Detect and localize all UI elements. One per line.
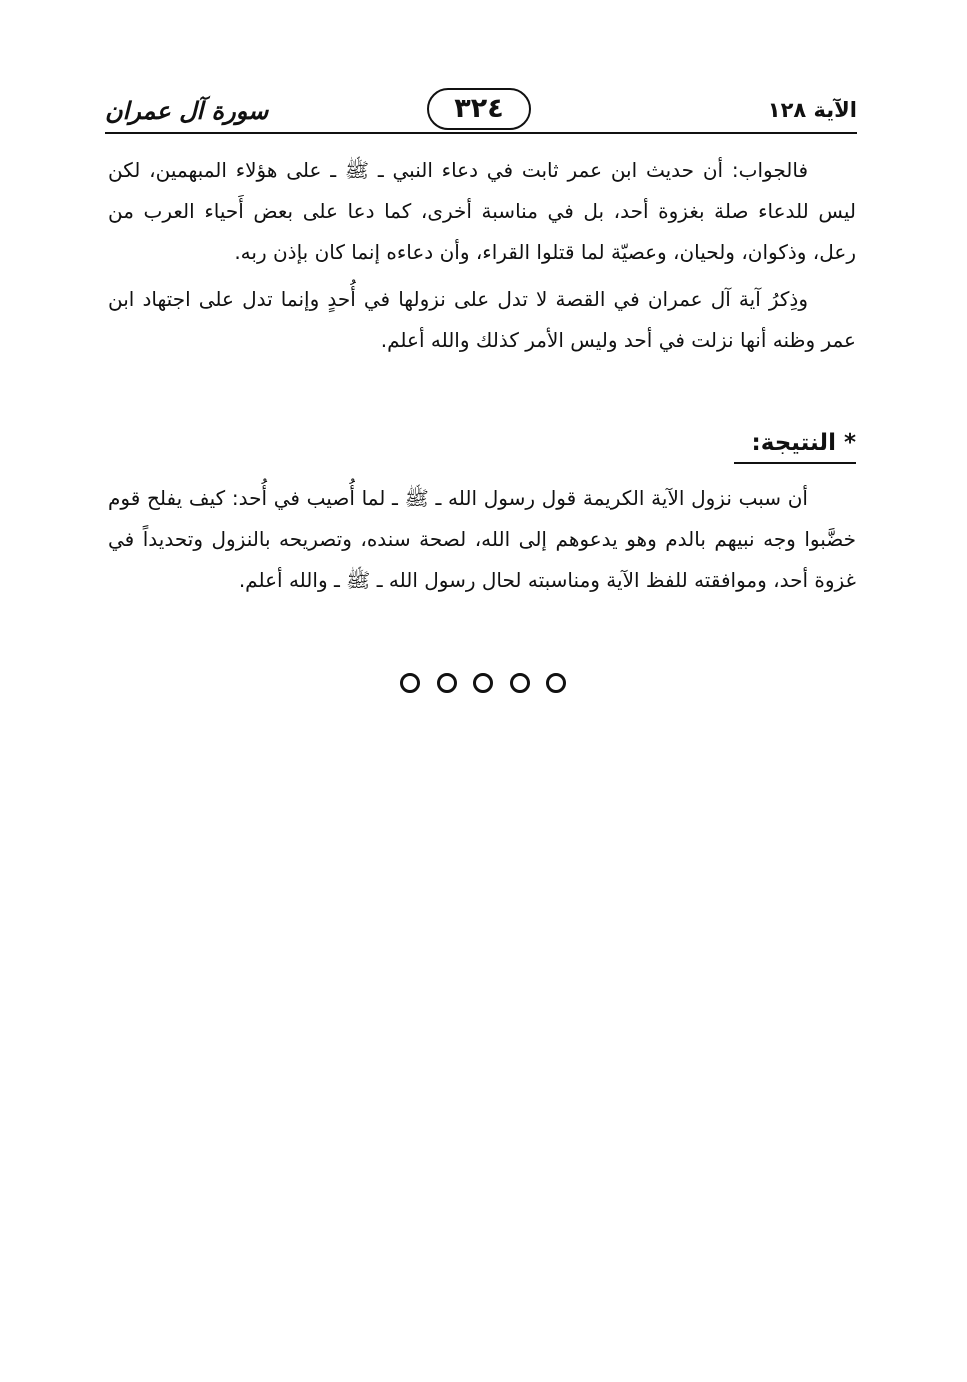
ornament-circle (437, 673, 457, 693)
answer-paragraph: فالجواب: أن حديث ابن عمر ثابت في دعاء النبي ـ ﷺ ـ على هؤلاء المبهمين، لكن ليس للدعاء صلة بغزوة أحد، بل في مناسبة أخرى، كما دعا على بعض أَحياء العرب من رعل، وذكوان، ولحيان، وعصيّة لما قتلوا القراء، وأن دعاءه إنما كان بإذن ربه. (108, 158, 856, 264)
page-number: ٣٢٤ (427, 88, 531, 130)
result-heading: * النتيجة: (751, 430, 856, 456)
result-heading-block (734, 424, 856, 464)
body-text (108, 150, 856, 361)
result-paragraph: أن سبب نزول الآية الكريمة قول رسول الله ـ ﷺ ـ لما أُصيب في أُحد: كيف يفلح قوم خضَّبوا وجه نبيهم بالدم وهو يدعوهم إلى الله، لصحة سنده، وتصريحه بالنزول وتحديداً في غزوة أحد، وموافقته للفظ الآية ومناسبته لحال رسول الله ـ ﷺ ـ والله أعلم. (108, 486, 856, 592)
ornament-circles (400, 668, 566, 698)
note-paragraph: وذِكرُ آية آل عمران في القصة لا تدل على نزولها في أُحدٍ وإنما تدل على اجتهاد ابن عمر وظنه أنها نزلت في أحد وليس الأمر كذلك والله أعلم. (108, 287, 856, 352)
result-body (108, 478, 856, 601)
ornament-circle (510, 673, 530, 693)
header-rule (105, 132, 857, 134)
surah-title: سورة آل عمران (105, 96, 269, 125)
ornament-circle (546, 673, 566, 693)
page-header (105, 84, 857, 134)
ornament-circle (400, 673, 420, 693)
verse-label: الآية ١٢٨ (767, 98, 857, 122)
ornament-circle (473, 673, 493, 693)
result-heading-rule (734, 462, 856, 464)
